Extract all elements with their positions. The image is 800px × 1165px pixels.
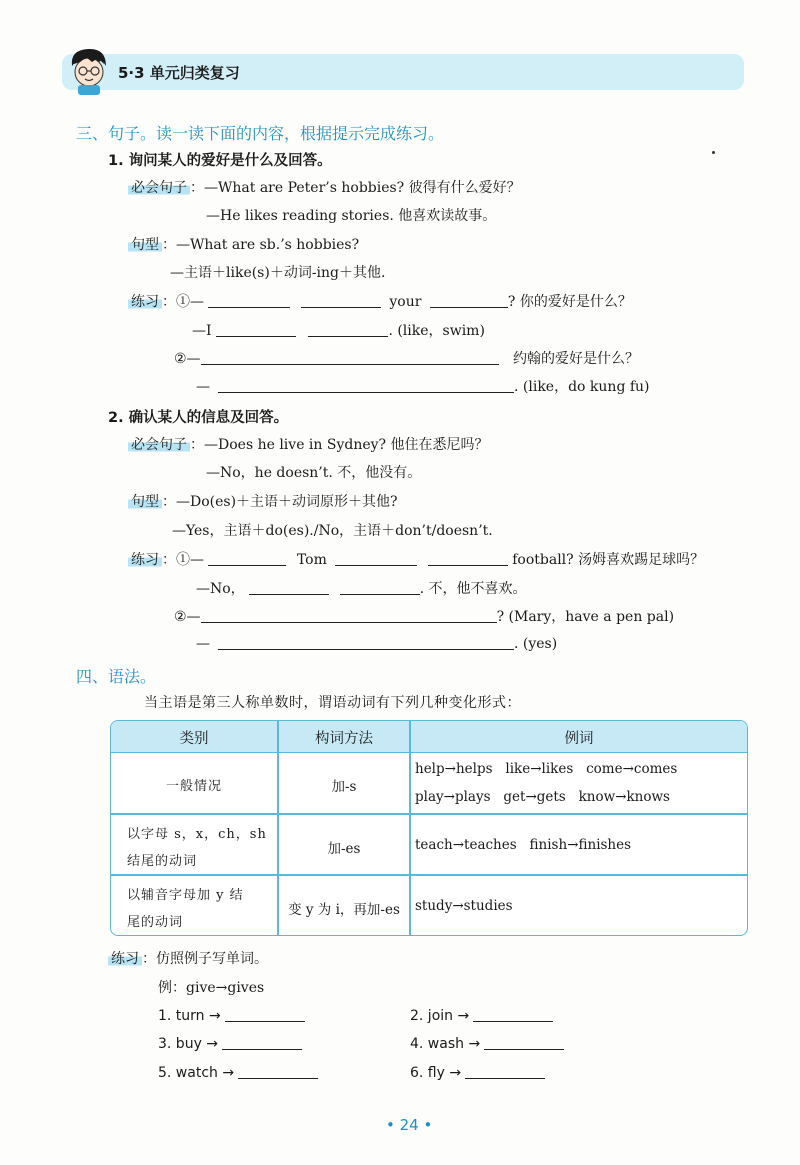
grammar-table [110,720,748,936]
practice-label: 练习 [128,294,162,310]
part1-must-line [128,177,521,197]
table-cell: 加-s [331,779,357,795]
must-label: 必会句子 [128,437,190,453]
exercise-item: 3. buy → [158,1035,302,1052]
part2-pattern-question: ：—Do(es)＋主语＋动词原形＋其他? [162,494,398,510]
answer-blank[interactable] [201,350,499,365]
part2-must-line [128,434,489,454]
section-4-title: 四、语法。 [76,667,157,686]
part1-pattern-question: ：—What are sb.’s hobbies? [162,237,360,253]
answer-blank[interactable] [208,293,290,308]
grammar-example: 例：give→gives [158,980,265,996]
table-header-category: 类别 [179,731,209,747]
answer-blank[interactable] [484,1035,564,1050]
table-cell: help→helps like→likes come→comes [415,761,678,777]
answer-blank[interactable] [465,1064,545,1079]
answer-blank[interactable] [430,293,508,308]
part2-must-question: ：—Does he live in Sydney? 他住在悉尼吗？ [190,437,489,453]
answer-blank[interactable] [301,293,381,308]
part1-must-question: ：—What are Peter’s hobbies? 彼得有什么爱好？ [190,180,521,196]
grammar-intro: 当主语是第三人称单数时，谓语动词有下列几种变化形式： [144,695,521,711]
part2-must-answer: —No，he doesn’t. 不，他没有。 [206,465,422,481]
pattern-label: 句型 [128,494,162,510]
pattern-label: 句型 [128,237,162,253]
must-label: 必会句子 [128,180,190,196]
exercise-item: 2. join → [410,1007,553,1024]
section-3-title: 三、句子。读一读下面的内容，根据提示完成练习。 [76,124,445,143]
table-cell: 以辅音字母加 y 结 [127,888,244,903]
part2-exercise1: 练习 ：①— Tom football? 汤姆喜欢踢足球吗？ [128,549,704,569]
answer-blank[interactable] [238,1064,318,1079]
part1-title: 1. 询问某人的爱好是什么及回答。 [108,153,332,169]
part1-exercise1-answer: —I . (like，swim) [192,323,485,339]
table-cell: play→plays get→gets know→knows [415,789,670,805]
unit-title: 5·3 单元归类复习 [118,64,240,82]
answer-blank[interactable] [218,378,514,393]
table-cell: teach→teaches finish→finishes [415,837,632,853]
page-number: • 24 • [386,1116,433,1134]
answer-blank[interactable] [216,322,296,337]
part1-exercise2: ②— 约翰的爱好是什么？ [174,351,640,367]
part2-exercise1-answer: —No， . 不，他不喜欢。 [196,581,527,597]
answer-blank[interactable] [428,551,508,566]
table-cell: 结尾的动词 [127,854,198,869]
exercise-item: 5. watch → [158,1064,318,1081]
speck [712,151,715,154]
exercise-item: 4. wash → [410,1035,564,1052]
answer-blank[interactable] [208,551,286,566]
part2-exercise2-answer: — . (yes) [196,636,558,652]
answer-blank[interactable] [340,580,420,595]
answer-blank[interactable] [335,551,417,566]
part1-exercise1: 练习 ：①— your ? 你的爱好是什么？ [128,291,632,311]
table-cell: 一般情况 [165,779,222,794]
practice-label: 练习 [128,552,162,568]
part1-pattern-line [128,234,359,254]
part1-pattern-answer: —主语＋like(s)＋动词-ing＋其他. [170,265,386,281]
practice-label: 练习 [108,951,142,967]
mascot-icon [66,46,112,96]
table-cell: study→studies [415,898,513,914]
answer-blank[interactable] [225,1007,305,1022]
exercise-item: 6. fly → [410,1064,545,1081]
grammar-practice-line: 练习 ：仿照例子写单词。 [108,948,268,968]
answer-blank[interactable] [249,580,329,595]
table-cell: 变 y 为 i，再加-es [288,902,400,918]
part2-title: 2. 确认某人的信息及回答。 [108,410,289,426]
part2-pattern-answer: —Yes，主语＋do(es)./No，主语＋don’t/doesn’t. [172,523,493,539]
table-header-examples: 例词 [564,731,594,747]
table-header-method: 构词方法 [315,731,373,747]
part1-must-answer: —He likes reading stories. 他喜欢读故事。 [206,208,497,224]
part2-pattern-line [128,491,398,511]
answer-blank[interactable] [473,1007,553,1022]
part1-exercise2-answer: — . (like，do kung fu) [196,379,650,395]
answer-blank[interactable] [308,322,388,337]
table-cell: 加-es [327,841,361,857]
answer-blank[interactable] [218,635,514,650]
table-cell: 以字母 s，x，ch，sh [127,827,267,842]
answer-blank[interactable] [222,1035,302,1050]
table-cell: 尾的动词 [127,915,184,930]
part2-exercise2: ②— ? (Mary，have a pen pal) [174,609,675,625]
exercise-item: 1. turn → [158,1007,305,1024]
answer-blank[interactable] [201,608,497,623]
